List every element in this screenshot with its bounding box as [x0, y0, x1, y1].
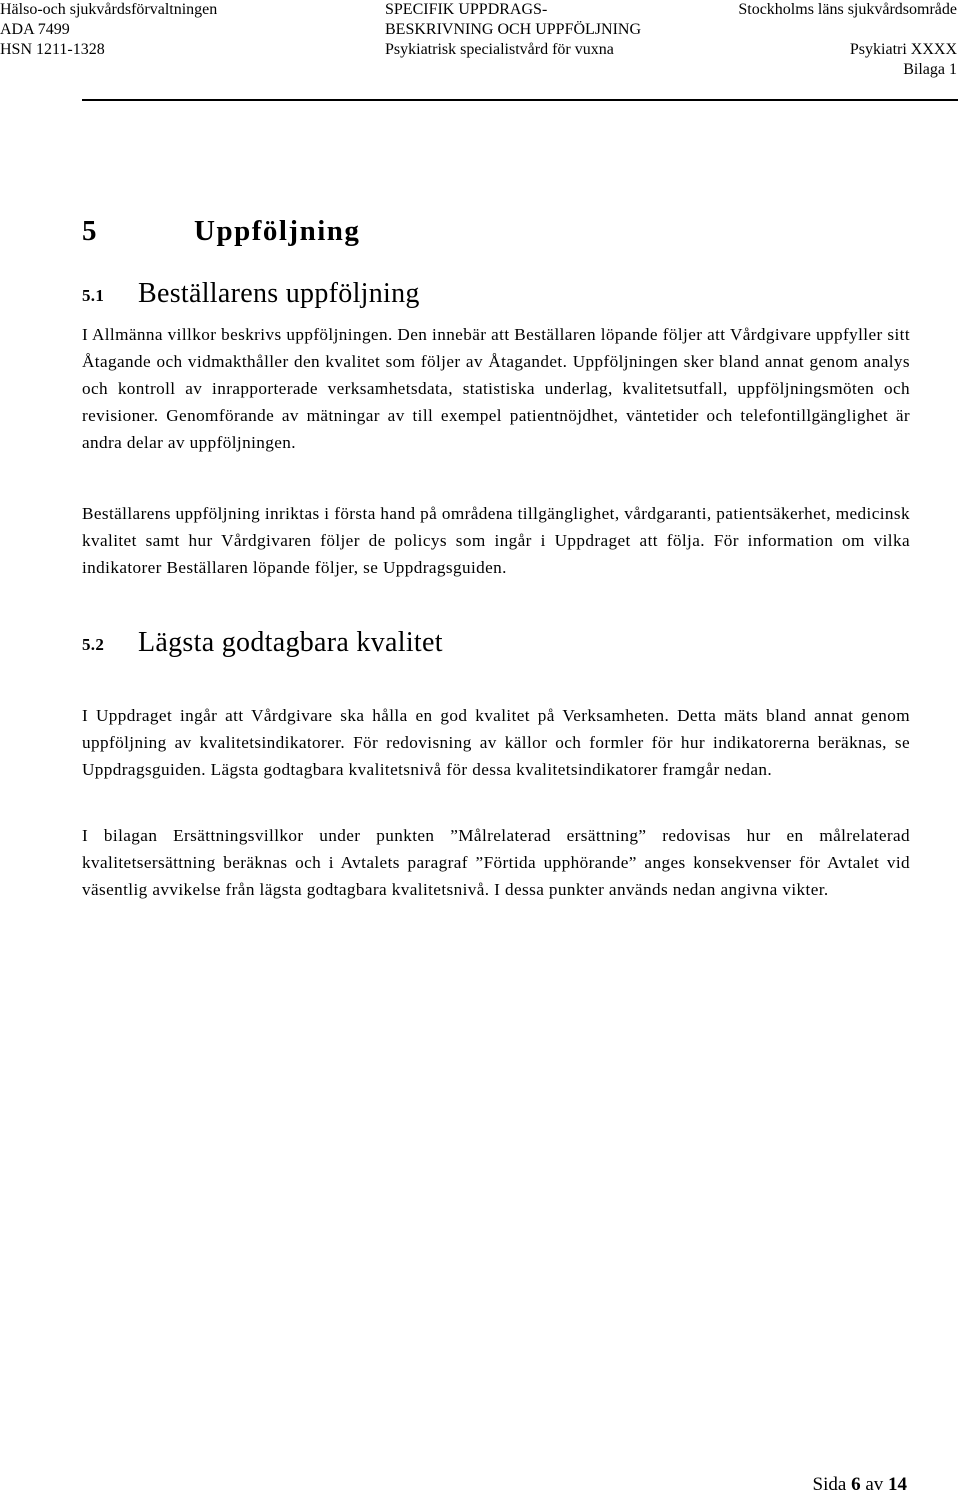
header-center [385, 0, 641, 60]
header-doc-type-line2: BESKRIVNING OCH UPPFÖLJNING [385, 21, 642, 38]
header-organization: Hälso-och sjukvårdsförvaltningen [0, 1, 218, 18]
subsection-number: 5.1 [82, 285, 105, 305]
header-right [738, 0, 957, 80]
header-divider [82, 99, 958, 101]
header-appendix: Bilaga 1 [903, 61, 957, 78]
page-header [0, 0, 960, 102]
header-left [0, 0, 217, 60]
header-doc-type-line1: SPECIFIK UPPDRAGS- [385, 1, 548, 18]
subsection-title: Lägsta godtagbara kvalitet [138, 627, 443, 658]
section-heading [82, 215, 360, 248]
section-number: 5 [82, 215, 98, 247]
section-title: Uppföljning [194, 215, 361, 247]
paragraph: I Uppdraget ingår att Vårdgivare ska hålla en god kvalitet på Verksamheten. Detta mäts bland annat genom uppföljning av kvalitetsindikatorer. För redovisning av källor och formler för hur indikatorerna beräknas, se Uppdragsguiden. Lägsta godtagbara kvalitetsnivå för dessa kvalitetsindikatorer framgår nedan. [82, 706, 910, 779]
paragraph: I bilagan Ersättningsvillkor under punkten ”Målrelaterad ersättning” redovisas hur en målrelaterad kvalitetsersättning beräknas och i Avtalets paragraf ”Förtida upphörande” anges konsekvenser för Avtalet vid väsentlig avvikelse från lägsta godtagbara kvalitetsnivå. I dessa punkter används nedan angivna vikter. [82, 826, 910, 899]
header-unit: Psykiatri XXXX [849, 41, 957, 58]
header-spacer [738, 20, 957, 40]
subsection-heading-5-1 [82, 278, 420, 310]
paragraph: Beställarens uppföljning inriktas i första hand på områdena tillgänglighet, vårdgaranti, patientsäkerhet, medicinsk kvalitet samt hur Vårdgivaren följer de policys som ingår i Uppdraget att följa. För information om vilka indikatorer Beställaren löpande följer, se Uppdragsguiden. [82, 504, 910, 577]
page-of-label: av [865, 1474, 884, 1495]
paragraph: I Allmänna villkor beskrivs uppföljningen. Den innebär att Beställaren löpande följer att Vårdgivare uppfyller sitt Åtagande och vidmakthåller den kvalitet som följer av Åtagandet. Uppföljningen sker bland annat genom analys och kontroll av inrapporterade verksamhetsdata, statistiska underlag, kvalitetsutfall, uppföljningsmöten och revisioner. Genomförande av mätningar av till exempel patientnöjdhet, väntetider och telefontillgänglighet är andra delar av uppföljningen. [82, 325, 910, 452]
header-reference: HSN 1211-1328 [0, 41, 105, 58]
subsection-title: Beställarens uppföljning [138, 278, 420, 309]
header-region: Stockholms läns sjukvårdsområde [738, 1, 957, 18]
subsection-heading-5-2 [82, 627, 443, 659]
subsection-number: 5.2 [82, 634, 105, 654]
header-document-id: ADA 7499 [0, 21, 70, 38]
page-label: Sida [812, 1474, 847, 1495]
header-doc-subject: Psykiatrisk specialistvård för vuxna [385, 41, 614, 58]
page-footer [813, 1474, 907, 1496]
page-number: 6 [851, 1474, 861, 1495]
page-total: 14 [888, 1474, 907, 1495]
